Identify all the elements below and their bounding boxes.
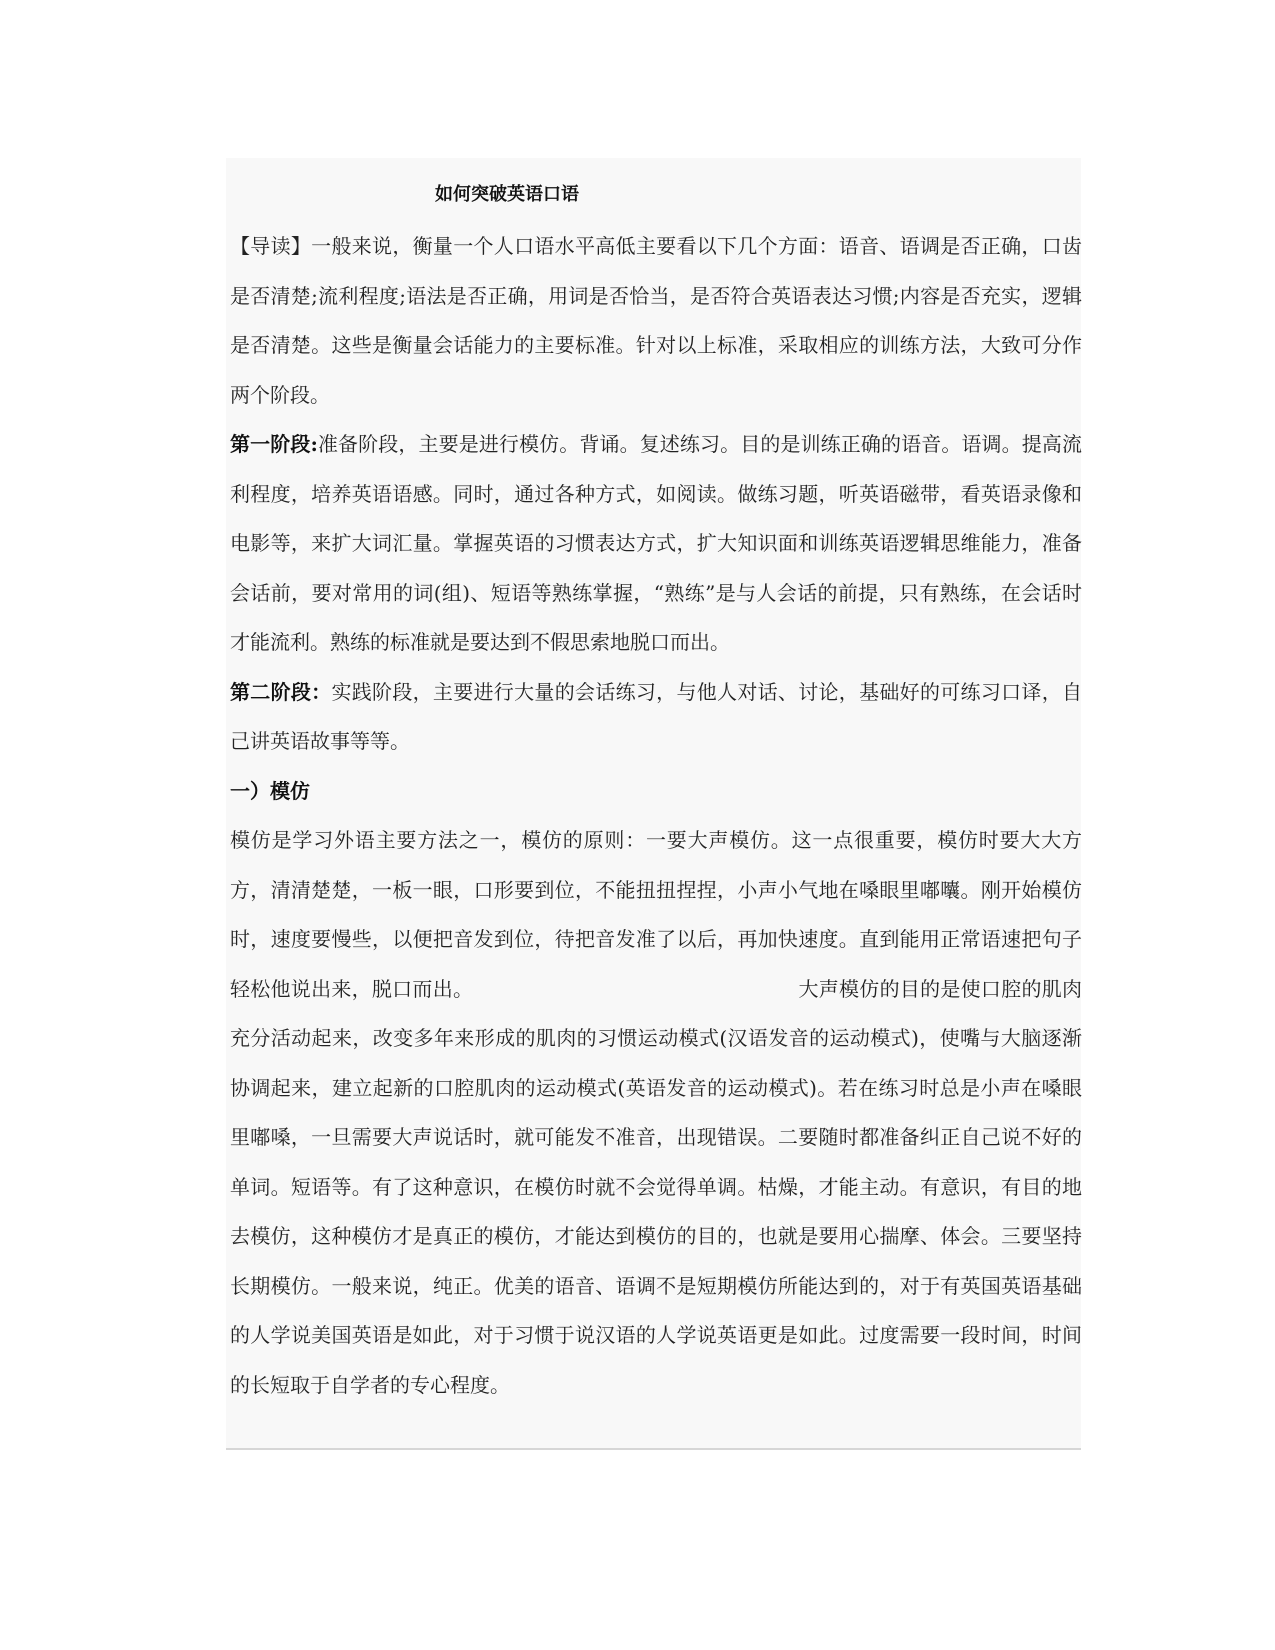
imitation-text-part2: 大声模仿的目的是使口腔的肌肉充分活动起来，改变多年来形成的肌肉的习惯运动模式(汉语发音的运动模式)，使嘴与大脑逐渐协调起来，建立起新的口腔肌肉的运动模式(英语发音的运动模式)。若在练习时总是小声在嗓眼里嘟嗓，一旦需要大声说话时，就可能发不准音，出现错误。二要随时都准备纠正自己说不好的单词。短语等。有了这种意识，在模仿时就不会觉得单调。枯燥，才能主动。有意识，有目的地去模仿，这种模仿才是真正的模仿，才能达到模仿的目的，也就是要用心揣摩、体会。三要坚持长期模仿。一般来说，纯正。优美的语音、语调不是短期模仿所能达到的，对于有英国英语基础的人学说美国英语是如此，对于习惯于说汉语的人学说英语更是如此。过度需要一段时间，时间的长短取于自学者的专心程度。 xyxy=(230,976,1083,1397)
stage2-paragraph xyxy=(230,668,1082,767)
stage1-label: 第一阶段: xyxy=(230,432,318,456)
article-body xyxy=(230,222,1082,1410)
intro-paragraph xyxy=(230,222,1082,420)
stage2-label: 第二阶段： xyxy=(230,679,332,704)
stage1-paragraph xyxy=(230,420,1082,668)
stage1-text: 准备阶段，主要是进行模仿。背诵。复述练习。目的是训练正确的语音。语调。提高流利程度，培养英语语感。同时，通过各种方式，如阅读。做练习题，听英语磁带，看英语录像和电影等，来扩大词汇量。掌握英语的习惯表达方式，扩大知识面和训练英语逻辑思维能力，准备会话前，要对常用的词(组)、短语等熟练掌握，“熟练”是与人会话的前提，只有熟练，在会话时才能流利。熟练的标准就是要达到不假思索地脱口而出。 xyxy=(230,432,1082,654)
document-title: 如何突破英语口语 xyxy=(435,184,579,205)
section-heading: 一）模仿 xyxy=(230,778,310,803)
imitation-paragraph xyxy=(230,816,1082,1410)
intro-lead: 【导读】 xyxy=(230,234,312,258)
imitation-text-part1: 模仿是学习外语主要方法之一，模仿的原则：一要大声模仿。这一点很重要，模仿时要大大方方，清清楚楚，一板一眼，口形要到位，不能扭扭捏捏，小声小气地在嗓眼里嘟囔。刚开始模仿时，速度要慢些，以便把音发到位，待把音发准了以后，再加快速度。直到能用正常语速把句子轻松他说出来，脱口而出。 xyxy=(230,828,1082,1001)
intro-text: 一般来说，衡量一个人口语水平高低主要看以下几个方面：语音、语调是否正确，口齿是否清楚;流利程度;语法是否正确，用词是否恰当，是否符合英语表达习惯;内容是否充实，逻辑是否清楚。这些是衡量会话能力的主要标准。针对以上标准，采取相应的训练方法，大致可分作两个阶段。 xyxy=(230,234,1083,407)
stage2-text: 实践阶段，主要进行大量的会话练习，与他人对话、讨论，基础好的可练习口译，自己讲英语故事等等。 xyxy=(230,679,1083,753)
